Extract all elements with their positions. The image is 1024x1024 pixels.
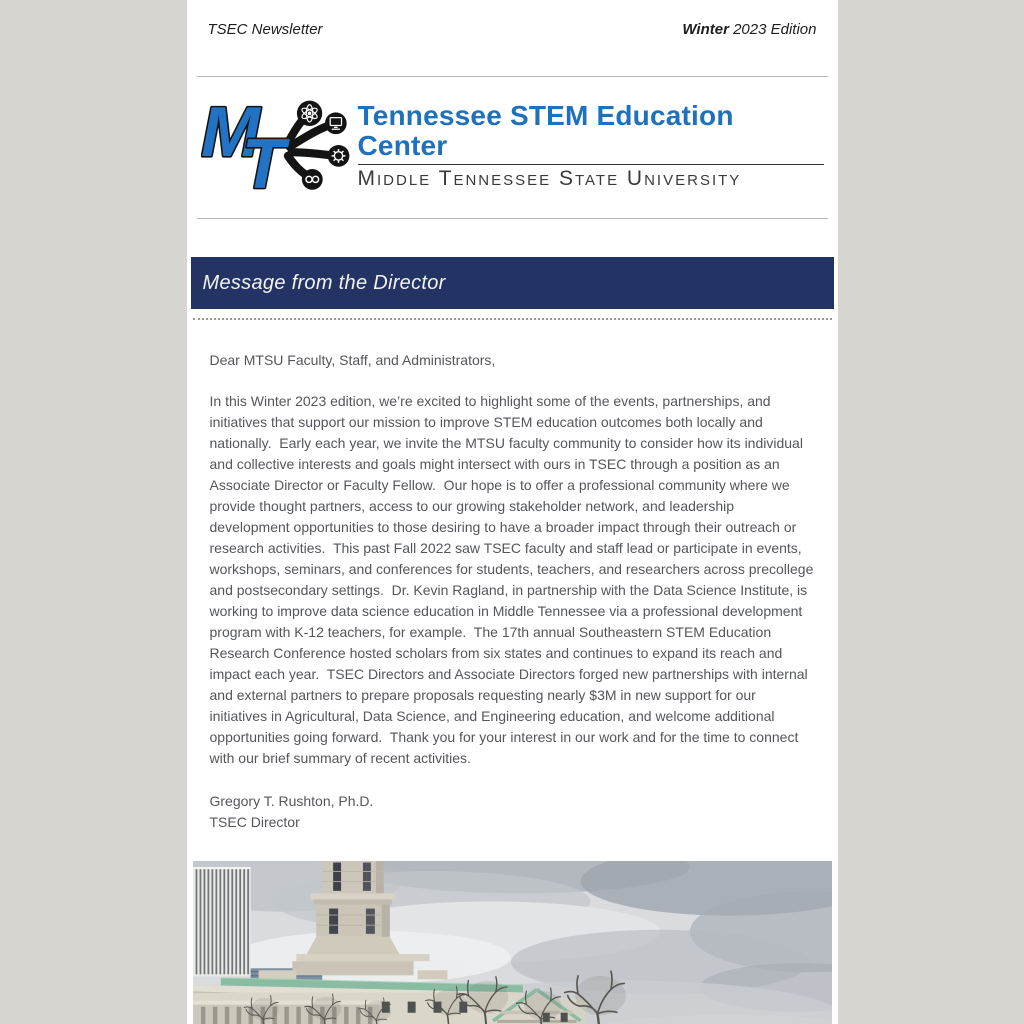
logo-org-name: Tennessee STEM Education Center <box>357 99 734 161</box>
director-message <box>191 320 834 833</box>
logo-wordmark <box>358 101 824 190</box>
mt-logo-mark <box>201 98 353 192</box>
monitor-icon <box>324 112 346 134</box>
logo-bottom-divider <box>197 218 828 219</box>
section-title: Message from the Director <box>202 271 446 294</box>
edition-label <box>682 21 816 39</box>
tsec-mtsu-logo <box>201 98 824 192</box>
svg-text:M: M <box>200 98 260 171</box>
masthead <box>191 0 834 39</box>
signature-title: TSEC Director <box>209 814 300 830</box>
atom-icon <box>296 101 321 126</box>
newsletter-title: TSEC Newsletter <box>207 21 323 38</box>
capitol-photo <box>193 861 832 1024</box>
logo-divider-line <box>358 164 824 165</box>
edition-season: Winter <box>682 21 729 38</box>
svg-text:T: T <box>241 123 285 192</box>
mt-monogram <box>201 98 291 192</box>
salutation: Dear MTSU Faculty, Staff, and Administrators, <box>209 352 496 368</box>
edition-year: 2023 Edition <box>728 21 817 38</box>
section-banner <box>191 257 834 309</box>
newsletter-email <box>187 0 838 1024</box>
signature-name: Gregory T. Rushton, Ph.D. <box>209 793 374 809</box>
message-body: In this Winter 2023 edition, we’re excited to highlight some of the events, partnerships, and initiatives that support our mission to improve STEM education outcomes both locally and nationally. Early each year, we invite the MTSU faculty community to consider how its individual and collective interests and goals might intersect with ours in TSEC through a position as an Associate Director or Faculty Fellow. Our hope is to offer a professional community where we provide thought partners, access to our growing stakeholder network, and leadership development opportunities to those desiring to have a broader impact through their outreach or research activities. This past Fall 2022 saw TSEC faculty and staff lead or participate in events, workshops, seminars, and conferences for students, teachers, and researchers across precollege and postsecondary settings. Dr. Kevin Ragland, in partnership with the Data Science Institute, is working to improve data science education in Middle Tennessee via a professional development program with K-12 teachers, for example. The 17th annual Southeastern STEM Education Research Conference hosted scholars from six states and continues to expand its reach and impact each year. TSEC Directors and Associate Directors forged new partnerships with internal and external partners to prepare proposals requesting nearly $3M in new support for our initiatives in Agricultural, Data Science, and Engineering education, and welcome additional opportunities going forward. Thank you for your interest in our work and for the time to connect with our brief summary of recent activities. <box>209 393 818 766</box>
capitol-photo-illustration <box>193 861 832 1024</box>
gear-icon <box>327 145 349 167</box>
infinity-icon <box>301 169 322 190</box>
logo-university-name: Middle Tennessee State University <box>357 166 742 190</box>
top-divider <box>197 76 828 77</box>
